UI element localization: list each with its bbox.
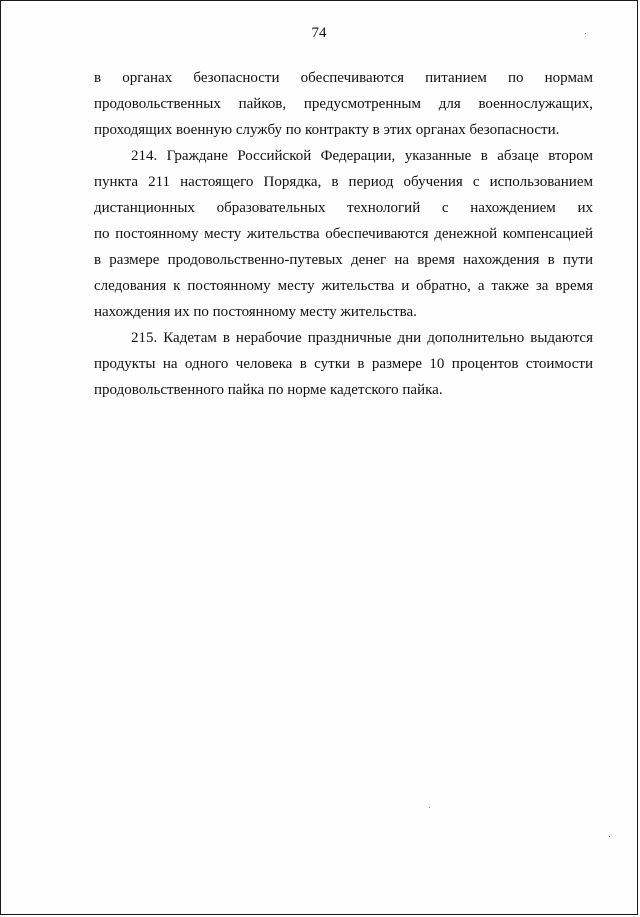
text-line: проходящих военную службу по контракту в этих органах безопасности.	[94, 122, 560, 138]
scan-speck	[585, 33, 586, 34]
scan-speck	[609, 836, 610, 837]
text-line: продовольственного пайка по норме кадетского пайка.	[94, 382, 443, 398]
text-line: нахождения их по постоянному месту жительства.	[94, 304, 417, 320]
text-line: дистанционных образовательных технологий с нахождением их	[94, 200, 593, 216]
paragraph-215	[94, 325, 593, 403]
text-line: в размере продовольственно-путевых денег на время нахождения в пути	[94, 252, 593, 268]
paragraph-214	[94, 143, 593, 325]
text-line: по постоянному месту жительства обеспечиваются денежной компенсацией	[94, 226, 593, 242]
paragraph-continuation	[94, 65, 593, 143]
text-line: 215. Кадетам в нерабочие праздничные дни дополнительно выдаются	[131, 330, 593, 346]
text-line: 214. Граждане Российской Федерации, указанные в абзаце втором	[131, 148, 593, 164]
text-line: продукты на одного человека в сутки в размере 10 процентов стоимости	[94, 356, 593, 372]
text-line: пункта 211 настоящего Порядка, в период обучения с использованием	[94, 174, 593, 190]
text-line: следования к постоянному месту жительства и обратно, а также за время	[94, 278, 593, 294]
scan-speck	[429, 807, 430, 808]
text-line: продовольственных пайков, предусмотренным для военнослужащих,	[94, 96, 593, 112]
page-number: 74	[311, 25, 327, 41]
text-line: в органах безопасности обеспечиваются питанием по нормам	[94, 70, 593, 86]
